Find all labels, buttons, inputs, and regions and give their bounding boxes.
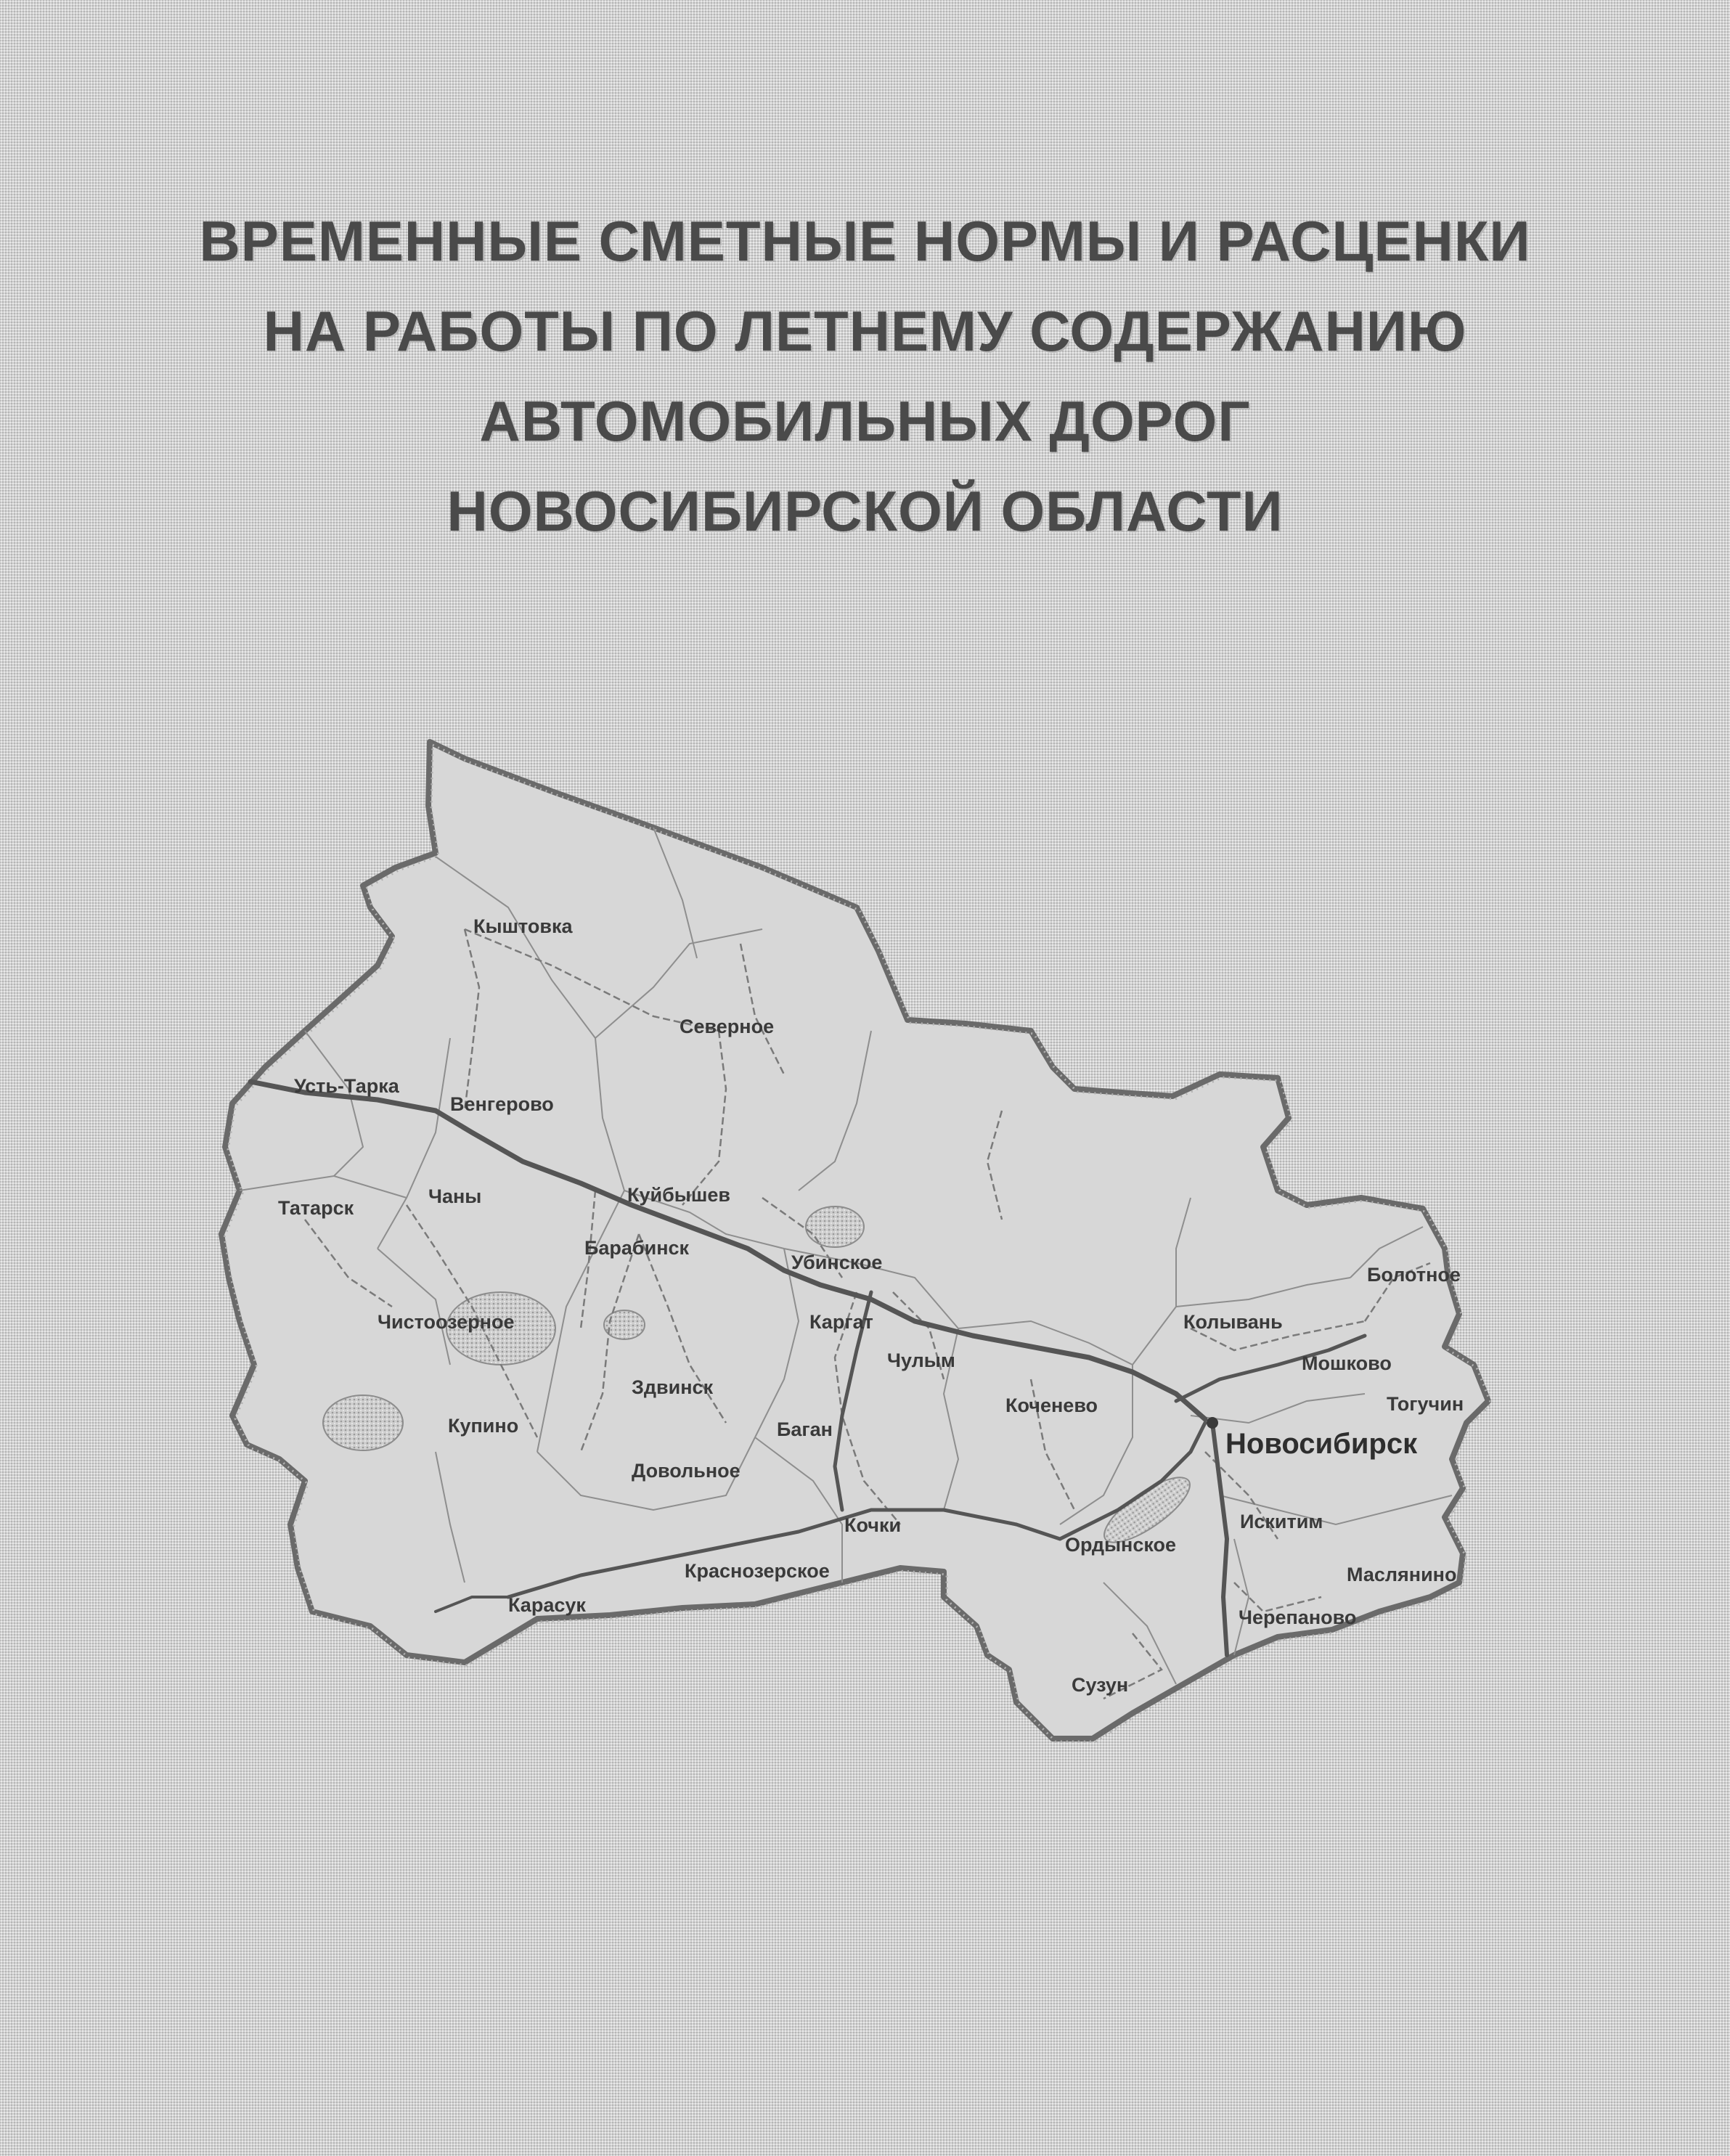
- town-label-ust-tarka: Усть-Тарка: [294, 1075, 399, 1097]
- town-label-suzun: Сузун: [1072, 1674, 1129, 1696]
- town-label-kuibyshev: Куйбышев: [627, 1184, 730, 1206]
- town-markers: [1207, 1417, 1218, 1429]
- lake-ubinskoe: [806, 1206, 864, 1247]
- town-label-bolotnoe: Болотное: [1367, 1264, 1461, 1286]
- town-label-chulym: Чулым: [887, 1349, 955, 1371]
- town-label-karasuk: Карасук: [508, 1594, 586, 1616]
- town-label-zdvinsk: Здвинск: [632, 1376, 714, 1398]
- title-line-1: ВРЕМЕННЫЕ СМЕТНЫЕ НОРМЫ И РАСЦЕНКИ: [199, 209, 1531, 273]
- town-label-vengerovo: Венгерово: [450, 1093, 554, 1115]
- town-label-dovolnoe: Довольное: [632, 1460, 740, 1482]
- town-label-toguchin: Тогучин: [1387, 1393, 1464, 1415]
- town-label-bagan: Баган: [777, 1418, 833, 1440]
- town-label-kupino: Купино: [448, 1415, 519, 1437]
- town-label-cherepanovo: Черепаново: [1239, 1606, 1357, 1628]
- town-label-iskitim: Искитим: [1240, 1511, 1323, 1532]
- lake-sartlan: [604, 1310, 645, 1339]
- town-label-novosibirsk: Новосибирск: [1225, 1428, 1418, 1460]
- title-line-2: НА РАБОТЫ ПО ЛЕТНЕМУ СОДЕРЖАНИЮ: [263, 299, 1467, 363]
- town-label-ordynskoe: Ордынское: [1065, 1534, 1177, 1556]
- town-label-chistoozernoe: Чистоозерное: [378, 1311, 515, 1333]
- town-label-ubinskoe: Убинское: [791, 1251, 883, 1273]
- town-label-krasnozerskoe: Краснозерское: [685, 1560, 830, 1582]
- town-label-tatarsk: Татарск: [278, 1197, 354, 1219]
- town-label-kyshtovka: Кыштовка: [473, 915, 573, 937]
- town-label-kochenevo: Коченево: [1005, 1395, 1098, 1416]
- town-label-kolyvan: Колывань: [1183, 1311, 1283, 1333]
- town-label-moshkovo: Мошково: [1302, 1352, 1392, 1374]
- town-label-maslyanino: Маслянино: [1347, 1564, 1457, 1585]
- title-line-3: АВТОМОБИЛЬНЫХ ДОРОГ: [479, 389, 1251, 453]
- town-label-chany: Чаны: [428, 1185, 482, 1207]
- town-label-kochki: Кочки: [844, 1514, 902, 1536]
- title-line-4: НОВОСИБИРСКОЙ ОБЛАСТИ: [446, 479, 1284, 543]
- town-label-barabinsk: Барабинск: [584, 1237, 690, 1259]
- lake-south-west: [323, 1395, 403, 1450]
- town-label-severnoe: Северное: [680, 1016, 775, 1037]
- town-label-kargat: Каргат: [809, 1311, 873, 1333]
